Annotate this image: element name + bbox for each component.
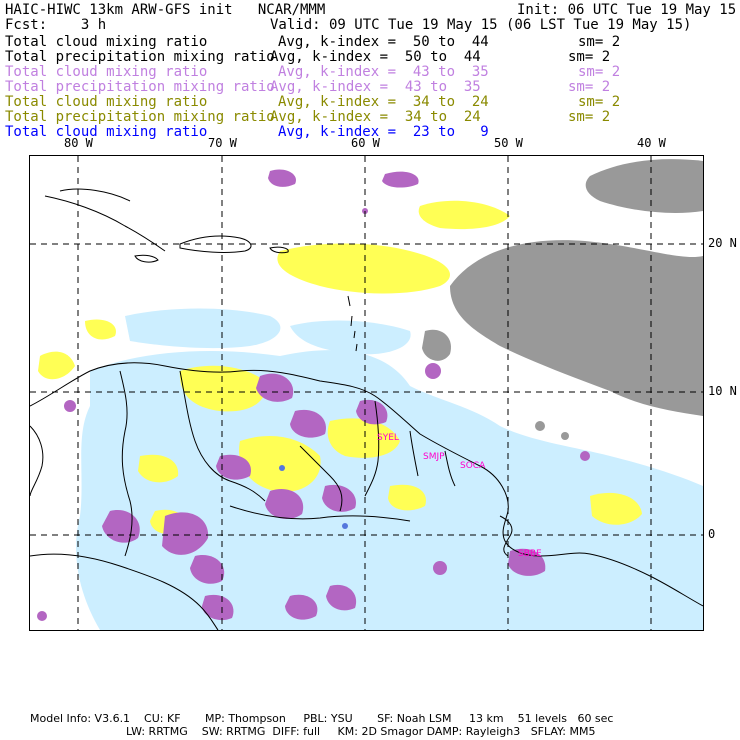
field-sm: sm= 2 [568, 79, 611, 95]
field-sm: sm= 2 [578, 64, 621, 80]
field-range: Avg, k-index = 34 to 24 [278, 94, 489, 110]
cuba-coast [45, 196, 165, 251]
map-canvas [30, 156, 703, 630]
field-range: Avg, k-index = 43 to 35 [278, 64, 489, 80]
lon-label-70w: 70 W [208, 136, 237, 150]
station-smjp: SMJP [423, 452, 445, 462]
field-sm: sm= 2 [568, 109, 611, 125]
cuba-north-coast [60, 189, 130, 201]
colombia-pacific-coast [30, 426, 43, 496]
model-info-line1: Model Info: V3.6.1 CU: KF MP: Thompson PBL: YSU SF: Noah LSM 13 km 51 levels 60 sec [30, 712, 614, 725]
model-title: HAIC-HIWC 13km ARW-GFS init NCAR/MMM [5, 2, 326, 18]
field-name: Total cloud mixing ratio [5, 124, 208, 140]
field-name: Total cloud mixing ratio [5, 94, 208, 110]
lon-label-80w: 80 W [64, 136, 93, 150]
field-name: Total precipitation mixing ratio [5, 79, 275, 95]
lon-label-40w: 40 W [637, 136, 666, 150]
jamaica-coast [135, 255, 158, 262]
lat-label-20n: 20 N [708, 236, 737, 250]
valid-time: Valid: 09 UTC Tue 19 May 15 (06 LST Tue 19 May 15) [270, 17, 692, 33]
model-info-line2: LW: RRTMG SW: RRTMG DIFF: full KM: 2D Smagor DAMP: Rayleigh3 SFLAY: MM5 [126, 725, 596, 738]
field-name: Total precipitation mixing ratio [5, 109, 275, 125]
field-range: Avg, k-index = 43 to 35 [270, 79, 481, 95]
field-sm: sm= 2 [578, 34, 621, 50]
field-name: Total precipitation mixing ratio [5, 49, 275, 65]
field-range: Avg, k-index = 50 to 44 [270, 49, 481, 65]
field-name: Total cloud mixing ratio [5, 64, 208, 80]
lat-label-eq: 0 [708, 527, 716, 541]
lon-label-60w: 60 W [351, 136, 380, 150]
forecast-hour: Fcst: 3 h [5, 17, 107, 33]
field-name: Total cloud mixing ratio [5, 34, 208, 50]
field-sm: sm= 2 [568, 49, 611, 65]
lon-label-50w: 50 W [494, 136, 523, 150]
station-soca: SOCA [460, 461, 486, 471]
station-syec: SYEL [377, 433, 399, 443]
field-range: Avg, k-index = 50 to 44 [278, 34, 489, 50]
lat-label-10n: 10 N [708, 384, 737, 398]
init-time: Init: 06 UTC Tue 19 May 15 [517, 2, 737, 18]
field-range: Avg, k-index = 34 to 24 [270, 109, 481, 125]
map-panel [29, 155, 704, 631]
station-sbbe: SBBE [518, 549, 542, 559]
field-range: Avg, k-index = 23 to 9 [278, 124, 489, 140]
field-sm: sm= 2 [578, 94, 621, 110]
